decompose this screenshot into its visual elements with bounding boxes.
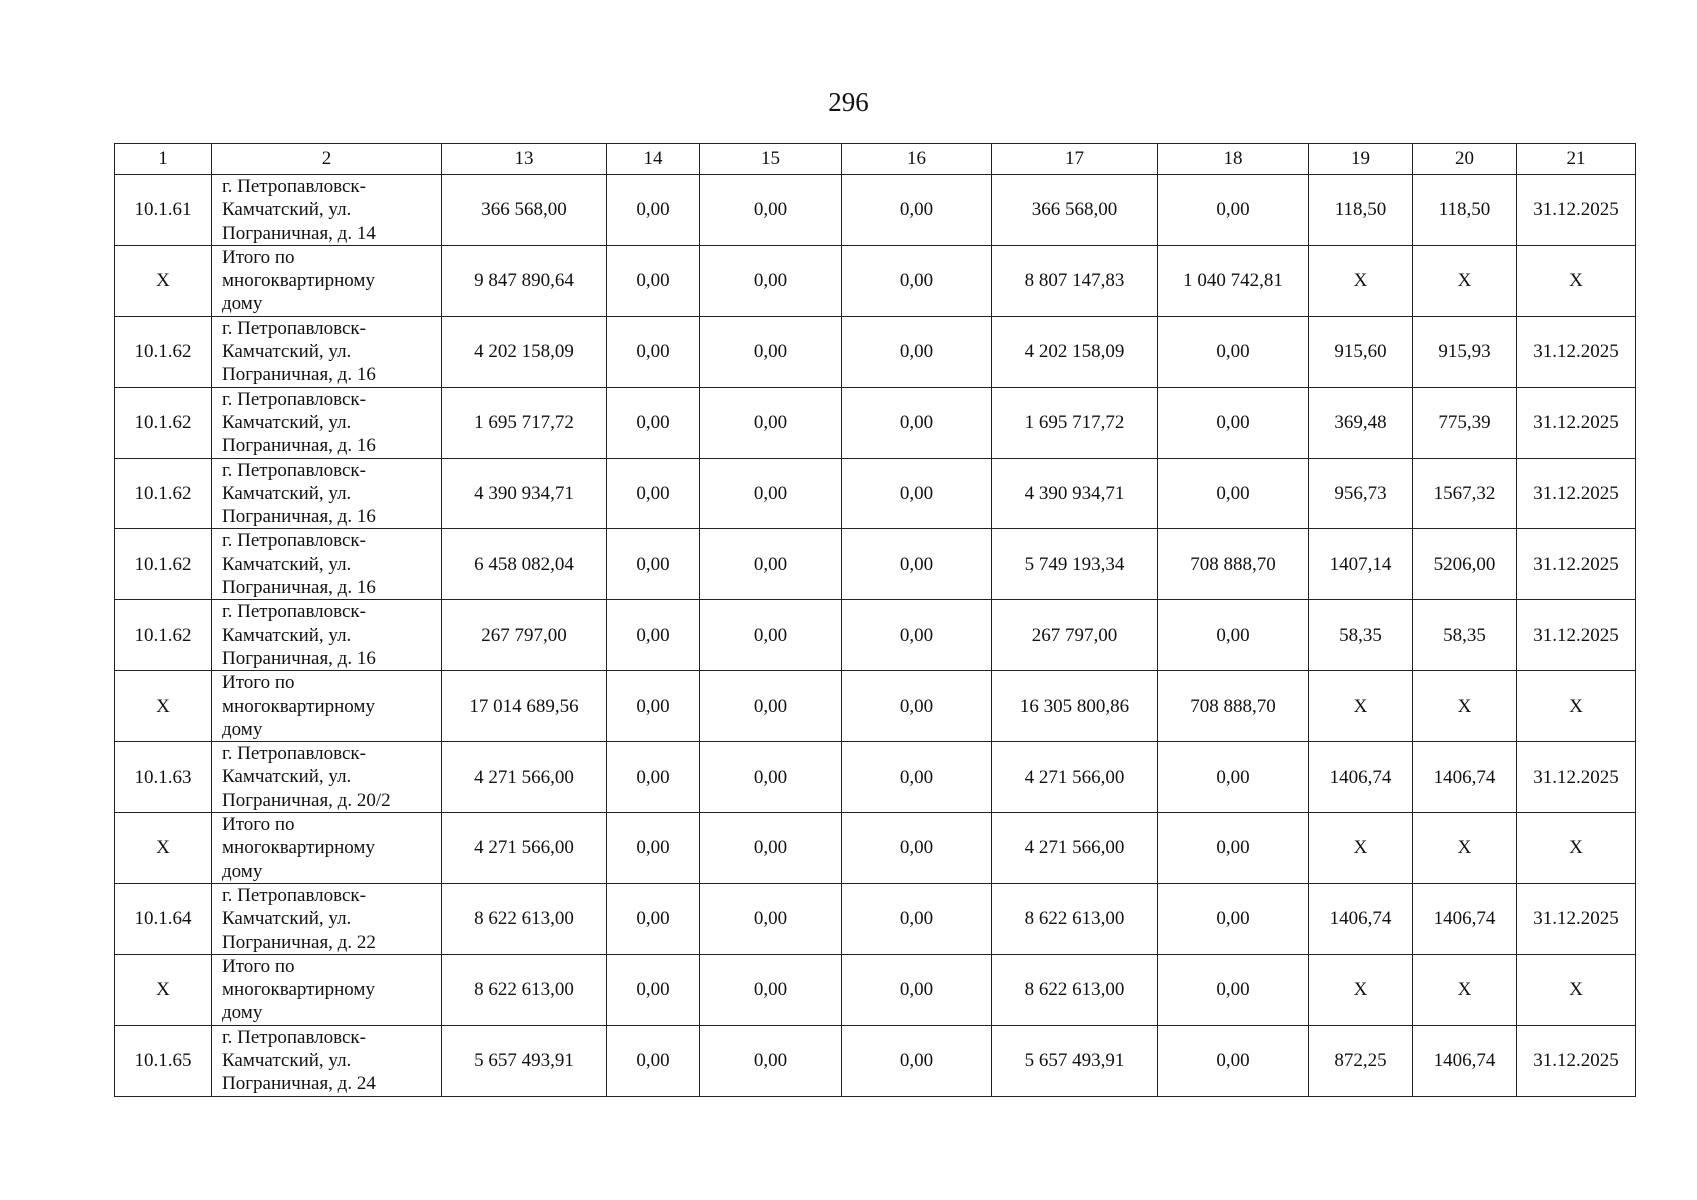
- address-line: дому: [222, 718, 263, 740]
- address-line: Камчатский, ул.: [222, 624, 352, 646]
- amount-col18-cell: 1 040 742,81: [1158, 245, 1309, 316]
- area-col19-cell: 956,73: [1309, 458, 1413, 529]
- area-col19-cell: 118,50: [1309, 175, 1413, 246]
- address-line: дому: [222, 860, 263, 882]
- table-row: [115, 742, 1636, 813]
- amount-col14-cell: 0,00: [607, 742, 700, 813]
- area-col20-cell: 775,39: [1413, 387, 1517, 458]
- address-line: многоквартирному: [222, 979, 375, 1001]
- table-row: [115, 387, 1636, 458]
- amount-col18-cell: 0,00: [1158, 387, 1309, 458]
- table-row: [115, 600, 1636, 671]
- amount-col18-cell: 0,00: [1158, 954, 1309, 1025]
- address-line: Итого по: [222, 814, 295, 836]
- amount-col17-cell: 4 390 934,71: [992, 458, 1158, 529]
- address-line: г. Петропавловск-: [222, 176, 366, 197]
- table-row: [115, 316, 1636, 387]
- row-number-cell: 10.1.62: [115, 316, 212, 387]
- amount-col18-cell: 0,00: [1158, 175, 1309, 246]
- amount-col14-cell: 0,00: [607, 600, 700, 671]
- area-col20-cell: X: [1413, 245, 1517, 316]
- amount-col17-cell: 267 797,00: [992, 600, 1158, 671]
- address-cell: [212, 813, 442, 884]
- address-line: многоквартирному: [222, 695, 375, 717]
- date-cell: 31.12.2025: [1517, 600, 1636, 671]
- amount-col16-cell: 0,00: [842, 387, 992, 458]
- address-cell: [212, 1025, 442, 1096]
- amount-col14-cell: 0,00: [607, 175, 700, 246]
- area-col19-cell: 58,35: [1309, 600, 1413, 671]
- row-number-cell: X: [115, 813, 212, 884]
- date-cell: 31.12.2025: [1517, 387, 1636, 458]
- address-line: Пограничная, д. 16: [222, 364, 376, 386]
- amount-total-cell: 1 695 717,72: [442, 387, 607, 458]
- date-cell: 31.12.2025: [1517, 1025, 1636, 1096]
- column-header: 20: [1413, 144, 1517, 175]
- amount-col18-cell: 708 888,70: [1158, 671, 1309, 742]
- address-line: многоквартирному: [222, 837, 375, 859]
- row-number-cell: 10.1.63: [115, 742, 212, 813]
- data-table: [114, 143, 1636, 1097]
- table-row: [115, 458, 1636, 529]
- row-number-cell: 10.1.62: [115, 387, 212, 458]
- amount-col14-cell: 0,00: [607, 387, 700, 458]
- row-number-cell: 10.1.62: [115, 600, 212, 671]
- area-col19-cell: X: [1309, 671, 1413, 742]
- address-line: Итого по: [222, 672, 295, 694]
- amount-total-cell: 366 568,00: [442, 175, 607, 246]
- area-col20-cell: 1567,32: [1413, 458, 1517, 529]
- area-col20-cell: 1406,74: [1413, 1025, 1517, 1096]
- area-col20-cell: X: [1413, 671, 1517, 742]
- amount-col18-cell: 0,00: [1158, 742, 1309, 813]
- address-line: г. Петропавловск-: [222, 530, 366, 552]
- table-row: [115, 883, 1636, 954]
- amount-col14-cell: 0,00: [607, 883, 700, 954]
- column-header: 21: [1517, 144, 1636, 175]
- table-row: [115, 954, 1636, 1025]
- amount-col17-cell: 8 807 147,83: [992, 245, 1158, 316]
- amount-col15-cell: 0,00: [700, 316, 842, 387]
- address-line: г. Петропавловск-: [222, 459, 366, 481]
- address-line: Итого по: [222, 246, 295, 268]
- address-line: Камчатский, ул.: [222, 766, 352, 788]
- amount-col14-cell: 0,00: [607, 316, 700, 387]
- area-col19-cell: 1406,74: [1309, 742, 1413, 813]
- amount-col14-cell: 0,00: [607, 529, 700, 600]
- date-cell: 31.12.2025: [1517, 529, 1636, 600]
- amount-col17-cell: 8 622 613,00: [992, 883, 1158, 954]
- address-line: Камчатский, ул.: [222, 482, 352, 504]
- area-col19-cell: 872,25: [1309, 1025, 1413, 1096]
- date-cell: X: [1517, 954, 1636, 1025]
- date-cell: 31.12.2025: [1517, 458, 1636, 529]
- area-col19-cell: 1406,74: [1309, 883, 1413, 954]
- amount-total-cell: 9 847 890,64: [442, 245, 607, 316]
- amount-col16-cell: 0,00: [842, 458, 992, 529]
- address-cell: [212, 316, 442, 387]
- address-cell: [212, 529, 442, 600]
- table-row: [115, 1025, 1636, 1096]
- amount-col16-cell: 0,00: [842, 954, 992, 1025]
- amount-col16-cell: 0,00: [842, 883, 992, 954]
- address-line: Камчатский, ул.: [222, 341, 352, 363]
- address-line: Пограничная, д. 20/2: [222, 789, 391, 811]
- amount-col17-cell: 5 657 493,91: [992, 1025, 1158, 1096]
- address-line: Итого по: [222, 955, 295, 977]
- amount-col15-cell: 0,00: [700, 245, 842, 316]
- area-col19-cell: 369,48: [1309, 387, 1413, 458]
- column-header: 1: [115, 144, 212, 175]
- amount-col14-cell: 0,00: [607, 245, 700, 316]
- amount-col18-cell: 0,00: [1158, 600, 1309, 671]
- amount-total-cell: 5 657 493,91: [442, 1025, 607, 1096]
- date-cell: 31.12.2025: [1517, 175, 1636, 246]
- address-line: г. Петропавловск-: [222, 743, 366, 765]
- table-row: [115, 671, 1636, 742]
- amount-total-cell: 4 202 158,09: [442, 316, 607, 387]
- row-number-cell: 10.1.65: [115, 1025, 212, 1096]
- amount-col14-cell: 0,00: [607, 671, 700, 742]
- address-line: г. Петропавловск-: [222, 601, 366, 623]
- amount-col16-cell: 0,00: [842, 742, 992, 813]
- address-line: Камчатский, ул.: [222, 1049, 352, 1071]
- column-header: 14: [607, 144, 700, 175]
- header-row: [115, 144, 1636, 175]
- row-number-cell: X: [115, 671, 212, 742]
- date-cell: X: [1517, 245, 1636, 316]
- address-line: Камчатский, ул.: [222, 411, 352, 433]
- address-cell: [212, 883, 442, 954]
- row-number-cell: 10.1.61: [115, 175, 212, 246]
- amount-col15-cell: 0,00: [700, 883, 842, 954]
- area-col20-cell: 118,50: [1413, 175, 1517, 246]
- amount-total-cell: 267 797,00: [442, 600, 607, 671]
- address-line: многоквартирному: [222, 270, 375, 292]
- column-header: 16: [842, 144, 992, 175]
- table-row: [115, 245, 1636, 316]
- address-line: Пограничная, д. 22: [222, 931, 376, 953]
- date-cell: 31.12.2025: [1517, 742, 1636, 813]
- amount-col15-cell: 0,00: [700, 671, 842, 742]
- page-number: 296: [828, 87, 869, 117]
- amount-col14-cell: 0,00: [607, 954, 700, 1025]
- area-col20-cell: 1406,74: [1413, 883, 1517, 954]
- table-row: [115, 813, 1636, 884]
- address-line: дому: [222, 293, 263, 315]
- amount-col15-cell: 0,00: [700, 175, 842, 246]
- amount-col16-cell: 0,00: [842, 671, 992, 742]
- address-line: Пограничная, д. 16: [222, 647, 376, 669]
- address-cell: [212, 671, 442, 742]
- address-line: дому: [222, 1002, 263, 1024]
- amount-col16-cell: 0,00: [842, 600, 992, 671]
- row-number-cell: X: [115, 245, 212, 316]
- table-row: [115, 175, 1636, 246]
- table-body: [115, 175, 1636, 1097]
- amount-col17-cell: 366 568,00: [992, 175, 1158, 246]
- amount-col18-cell: 0,00: [1158, 883, 1309, 954]
- address-line: Пограничная, д. 14: [222, 222, 376, 244]
- date-cell: 31.12.2025: [1517, 883, 1636, 954]
- amount-total-cell: 8 622 613,00: [442, 883, 607, 954]
- amount-col17-cell: 4 271 566,00: [992, 813, 1158, 884]
- amount-col18-cell: 0,00: [1158, 316, 1309, 387]
- amount-col16-cell: 0,00: [842, 529, 992, 600]
- amount-total-cell: 8 622 613,00: [442, 954, 607, 1025]
- address-line: г. Петропавловск-: [222, 388, 366, 410]
- area-col20-cell: 5206,00: [1413, 529, 1517, 600]
- address-cell: [212, 458, 442, 529]
- amount-col17-cell: 16 305 800,86: [992, 671, 1158, 742]
- amount-col18-cell: 708 888,70: [1158, 529, 1309, 600]
- area-col20-cell: X: [1413, 813, 1517, 884]
- amount-col16-cell: 0,00: [842, 245, 992, 316]
- address-cell: [212, 387, 442, 458]
- area-col20-cell: X: [1413, 954, 1517, 1025]
- area-col19-cell: X: [1309, 954, 1413, 1025]
- amount-col17-cell: 8 622 613,00: [992, 954, 1158, 1025]
- address-cell: [212, 175, 442, 246]
- amount-col16-cell: 0,00: [842, 813, 992, 884]
- area-col20-cell: 1406,74: [1413, 742, 1517, 813]
- address-line: Пограничная, д. 16: [222, 435, 376, 457]
- address-line: Пограничная, д. 16: [222, 577, 376, 599]
- column-header: 18: [1158, 144, 1309, 175]
- address-cell: [212, 600, 442, 671]
- column-header: 17: [992, 144, 1158, 175]
- amount-col14-cell: 0,00: [607, 813, 700, 884]
- amount-col15-cell: 0,00: [700, 529, 842, 600]
- row-number-cell: 10.1.62: [115, 458, 212, 529]
- area-col19-cell: 915,60: [1309, 316, 1413, 387]
- amount-col18-cell: 0,00: [1158, 813, 1309, 884]
- amount-col17-cell: 4 202 158,09: [992, 316, 1158, 387]
- date-cell: 31.12.2025: [1517, 316, 1636, 387]
- amount-col14-cell: 0,00: [607, 458, 700, 529]
- address-cell: [212, 954, 442, 1025]
- column-header: 13: [442, 144, 607, 175]
- row-number-cell: 10.1.64: [115, 883, 212, 954]
- date-cell: X: [1517, 671, 1636, 742]
- amount-col15-cell: 0,00: [700, 1025, 842, 1096]
- amount-total-cell: 6 458 082,04: [442, 529, 607, 600]
- area-col20-cell: 58,35: [1413, 600, 1517, 671]
- area-col20-cell: 915,93: [1413, 316, 1517, 387]
- amount-col17-cell: 4 271 566,00: [992, 742, 1158, 813]
- address-line: г. Петропавловск-: [222, 317, 366, 339]
- date-cell: X: [1517, 813, 1636, 884]
- column-header: 15: [700, 144, 842, 175]
- amount-col16-cell: 0,00: [842, 1025, 992, 1096]
- address-line: г. Петропавловск-: [222, 884, 366, 906]
- address-cell: [212, 742, 442, 813]
- address-line: Камчатский, ул.: [222, 908, 352, 930]
- address-line: Камчатский, ул.: [222, 199, 352, 221]
- column-header: 2: [212, 144, 442, 175]
- amount-total-cell: 4 271 566,00: [442, 742, 607, 813]
- amount-col14-cell: 0,00: [607, 1025, 700, 1096]
- address-line: Пограничная, д. 24: [222, 1073, 376, 1095]
- column-header: 19: [1309, 144, 1413, 175]
- table-row: [115, 529, 1636, 600]
- address-cell: [212, 245, 442, 316]
- row-number-cell: X: [115, 954, 212, 1025]
- amount-col16-cell: 0,00: [842, 175, 992, 246]
- amount-total-cell: 17 014 689,56: [442, 671, 607, 742]
- amount-col15-cell: 0,00: [700, 600, 842, 671]
- amount-col17-cell: 1 695 717,72: [992, 387, 1158, 458]
- area-col19-cell: X: [1309, 813, 1413, 884]
- amount-col15-cell: 0,00: [700, 954, 842, 1025]
- address-line: г. Петропавловск-: [222, 1026, 366, 1048]
- address-line: Пограничная, д. 16: [222, 506, 376, 528]
- address-line: Камчатский, ул.: [222, 553, 352, 575]
- amount-col15-cell: 0,00: [700, 458, 842, 529]
- amount-col15-cell: 0,00: [700, 742, 842, 813]
- amount-col18-cell: 0,00: [1158, 458, 1309, 529]
- amount-col18-cell: 0,00: [1158, 1025, 1309, 1096]
- amount-col15-cell: 0,00: [700, 387, 842, 458]
- area-col19-cell: X: [1309, 245, 1413, 316]
- amount-col16-cell: 0,00: [842, 316, 992, 387]
- row-number-cell: 10.1.62: [115, 529, 212, 600]
- amount-col17-cell: 5 749 193,34: [992, 529, 1158, 600]
- amount-total-cell: 4 390 934,71: [442, 458, 607, 529]
- area-col19-cell: 1407,14: [1309, 529, 1413, 600]
- amount-total-cell: 4 271 566,00: [442, 813, 607, 884]
- amount-col15-cell: 0,00: [700, 813, 842, 884]
